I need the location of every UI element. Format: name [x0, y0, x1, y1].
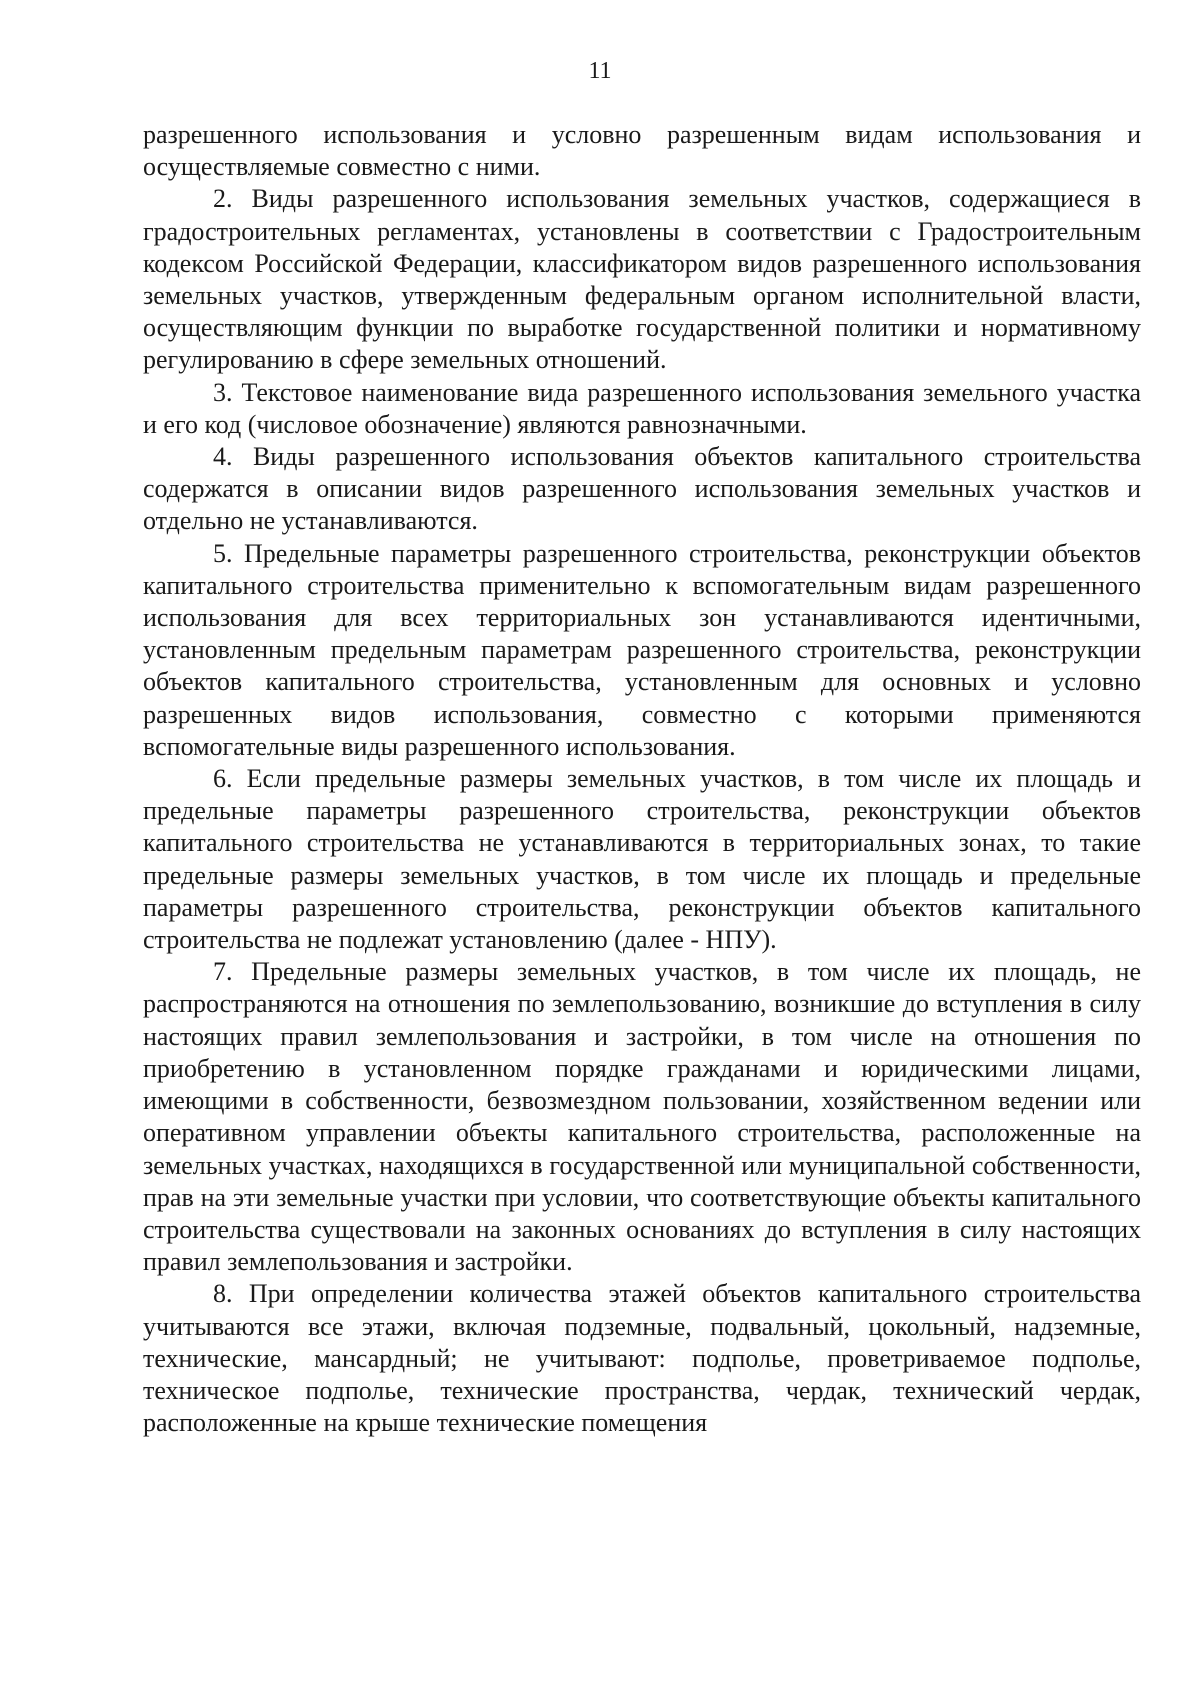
paragraph-6: 6. Если предельные размеры земельных участков, в том числе их площадь и предельные параметры разрешенного строительства, реконструкции объектов капитального строительства не устанавливаются в территориальных зонах, то такие предельные размеры земельных участков, в том числе их площадь и предельные параметры разрешенного строительства, реконструкции объектов капитального строительства не подлежат установлению (далее - НПУ).: [143, 764, 1141, 955]
paragraph-7: 7. Предельные размеры земельных участков, в том числе их площадь, не распространяются на отношения по землепользованию, возникшие до вступления в силу настоящих правил землепользования и застройки, в том числе на отношения по приобретению в установленном порядке гражданами и юридическими лицами, имеющими в собственности, безвозмездном пользовании, хозяйственном ведении или оперативном управлении объекты капитального строительства, расположенные на земельных участках, находящихся в государственной или муниципальной собственности, прав на эти земельные участки при условии, что соответствующие объекты капитального строительства существовали на законных основаниях до вступления в силу настоящих правил землепользования и застройки.: [143, 957, 1141, 1277]
paragraph-continuation: разрешенного использования и условно разрешенным видам использования и осуществляемые совместно с ними.: [143, 120, 1141, 182]
paragraph-8: 8. При определении количества этажей объектов капитального строительства учитываются все этажи, включая подземные, подвальный, цокольный, надземные, технические, мансардный; не учитывают: подполье, проветриваемое подполье, техническое подполье, технические пространства, чердак, технический чердак, расположенные на крыше технические помещения: [143, 1279, 1141, 1438]
paragraph-5: 5. Предельные параметры разрешенного строительства, реконструкции объектов капитального строительства применительно к вспомогательным видам разрешенного использования для всех территориальных зон устанавливаются идентичными, установленным предельным параметрам разрешенного строительства, реконструкции объектов капитального строительства, установленным для основных и условно разрешенных видов использования, совместно с которыми применяются вспомогательные виды разрешенного использования.: [143, 538, 1141, 761]
paragraph-4: 4. Виды разрешенного использования объектов капитального строительства содержатся в описании видов разрешенного использования земельных участков и отдельно не устанавливаются.: [143, 442, 1141, 536]
paragraph-2: 2. Виды разрешенного использования земельных участков, содержащиеся в градостроительных регламентах, установлены в соответствии с Градостроительным кодексом Российской Федерации, классификатором видов разрешенного использования земельных участков, утвержденным федеральным органом исполнительной власти, осуществляющим функции по выработке государственной политики и нормативному регулированию в сфере земельных отношений.: [143, 184, 1141, 375]
page-number: 11: [588, 58, 612, 84]
document-body: [143, 119, 1141, 1439]
paragraph-3: 3. Текстовое наименование вида разрешенного использования земельного участка и его код (числовое обозначение) являются равнозначными.: [143, 377, 1141, 439]
